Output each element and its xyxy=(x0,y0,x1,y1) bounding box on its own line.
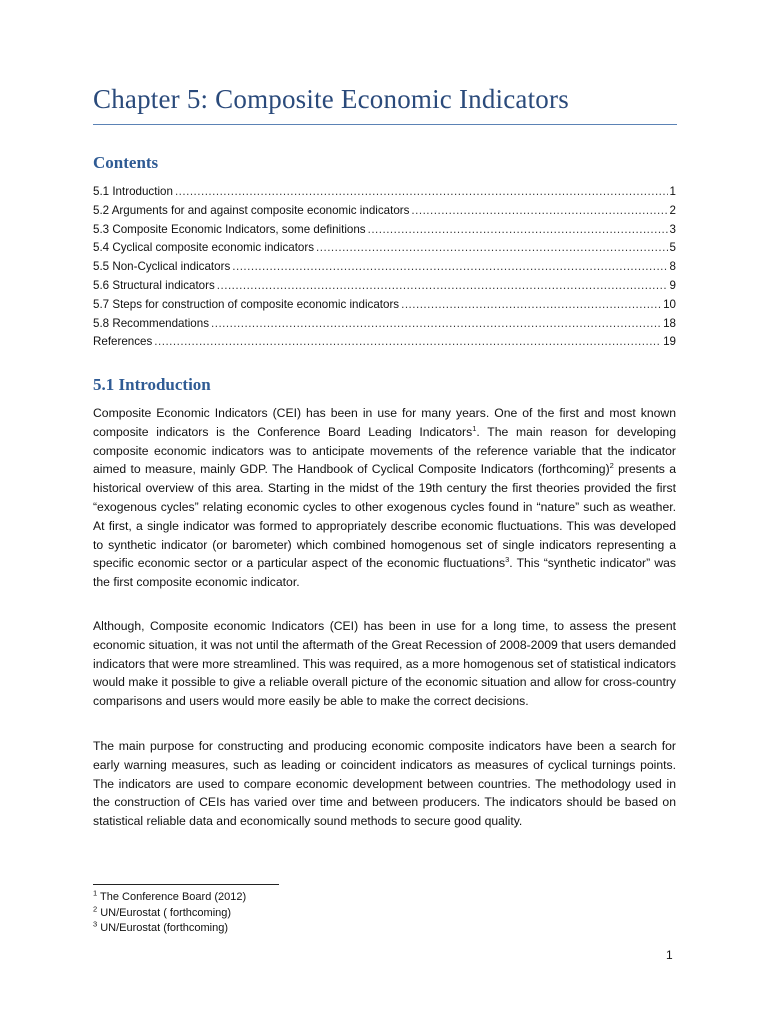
toc-entry-label[interactable]: 5.6 Structural indicators xyxy=(93,278,215,292)
page-number: 1 xyxy=(666,948,673,962)
toc-entry[interactable] xyxy=(93,239,676,258)
toc-entry-page: 3 xyxy=(669,222,676,236)
toc-entry-label[interactable]: 5.3 Composite Economic Indicators, some definitions xyxy=(93,222,366,236)
footnote-ref[interactable]: 3 xyxy=(505,555,510,565)
toc-entry[interactable] xyxy=(93,221,676,240)
toc-entry-label[interactable]: 5.4 Cyclical composite economic indicators xyxy=(93,241,315,255)
paragraph-text: . The main reason for developing composite economic indicators was to anticipate movements of the reference variable that the indicator aimed to measure, mainly GDP. The Handbook of Cyclical Composite Indicators (forthcoming) xyxy=(93,424,676,477)
toc-dot-leader xyxy=(154,333,661,352)
toc-entry[interactable] xyxy=(93,258,676,277)
footnotes xyxy=(93,890,246,937)
toc-dot-leader xyxy=(211,315,661,334)
footnote xyxy=(93,921,246,937)
toc-dot-leader xyxy=(232,258,667,277)
toc-entry-page: 2 xyxy=(669,203,676,217)
toc-entry[interactable] xyxy=(93,296,676,315)
footnote-number: 1 xyxy=(93,888,98,898)
toc-entry[interactable] xyxy=(93,183,676,202)
toc-entry[interactable] xyxy=(93,202,676,221)
footnote xyxy=(93,903,246,922)
footnote-divider xyxy=(93,884,279,885)
toc-entry-page: 10 xyxy=(663,297,676,311)
toc-entry-label[interactable]: References xyxy=(93,335,153,349)
toc-entry-label[interactable]: 5.2 Arguments for and against composite economic indicators xyxy=(93,203,410,217)
section-heading: 5.1 Introduction xyxy=(93,375,211,394)
chapter-title: Chapter 5: Composite Economic Indicators xyxy=(93,84,569,114)
toc-dot-leader xyxy=(401,296,661,315)
toc-entry[interactable] xyxy=(93,315,676,334)
toc-entry-page: 18 xyxy=(663,316,676,330)
footnote-number: 3 xyxy=(93,919,98,929)
table-of-contents xyxy=(93,183,676,352)
toc-entry-page: 1 xyxy=(669,185,676,198)
toc-entry-page: 5 xyxy=(669,241,676,255)
footnote-text: UN/Eurostat (forthcoming) xyxy=(100,922,228,934)
toc-entry[interactable] xyxy=(93,277,676,296)
paragraph-text: Composite Economic Indicators (CEI) has been in use for many years. One of the first and most known composite indicators is the Conference Board Leading Indicators xyxy=(93,406,676,439)
body-paragraph xyxy=(93,404,676,592)
toc-entry-page: 8 xyxy=(669,260,676,274)
footnote-ref[interactable]: 1 xyxy=(472,423,477,433)
footnote-number: 2 xyxy=(93,903,98,913)
footnote-ref[interactable]: 2 xyxy=(609,461,614,471)
toc-entry-label[interactable]: 5.8 Recommendations xyxy=(93,316,209,330)
paragraph-text: . This “synthetic indicator” was the first composite economic indicator. xyxy=(93,556,676,590)
toc-entry-label[interactable]: 5.5 Non-Cyclical indicators xyxy=(93,260,231,274)
toc-dot-leader xyxy=(411,202,667,221)
footnote xyxy=(93,890,246,906)
body-paragraph: Although, Composite economic Indicators (CEI) has been in use for a long time, to assess the present economic situation, it was not until the aftermath of the Great Recession of 2008-2009 that users demanded indicators that were more streamlined. This was required, as a more homogenous set of statistical indicators would make it possible to give a reliable overall picture of the economic situation and allow for cross-country comparisons and users would more easily be able to make the correct decisions. xyxy=(93,619,677,709)
toc-dot-leader xyxy=(368,221,668,240)
title-divider xyxy=(93,124,677,125)
toc-dot-leader xyxy=(175,183,668,202)
paragraph-text: presents a historical overview of this area. Starting in the midst of the 19th century the first theories provided the first “exogenous cycles” relating economic cycles to other exogenous cycles found in “nature” such as weather. At first, a single indicator was formed to appropriately describe economic fluctuations. This was developed to synthetic indicator (or barometer) which combined homogenous set of single indicators representing a specific economic sector or a particular aspect of the economic fluctuations xyxy=(93,462,676,571)
toc-entry[interactable] xyxy=(93,333,676,352)
toc-entry-label[interactable]: 5.1 Introduction xyxy=(93,185,173,198)
toc-entry-page: 9 xyxy=(669,278,676,292)
footnote-text: UN/Eurostat ( forthcoming) xyxy=(100,906,232,919)
body-paragraph: The main purpose for constructing and producing economic composite indicators have been a search for early warning measures, such as leading or coincident indicators as measures of cyclical turnings points. The indicators are used to compare economic development between countries. The methodology used in the construction of CEIs has varied over time and between producers. The indicators should be based on statistical reliable data and economically sound methods to secure good quality. xyxy=(93,739,676,829)
contents-heading: Contents xyxy=(93,153,159,172)
toc-entry-page: 19 xyxy=(663,335,676,349)
toc-entry-label[interactable]: 5.7 Steps for construction of composite economic indicators xyxy=(93,297,400,311)
toc-dot-leader xyxy=(217,277,668,296)
toc-dot-leader xyxy=(316,239,668,258)
footnote-text: The Conference Board (2012) xyxy=(100,891,247,903)
